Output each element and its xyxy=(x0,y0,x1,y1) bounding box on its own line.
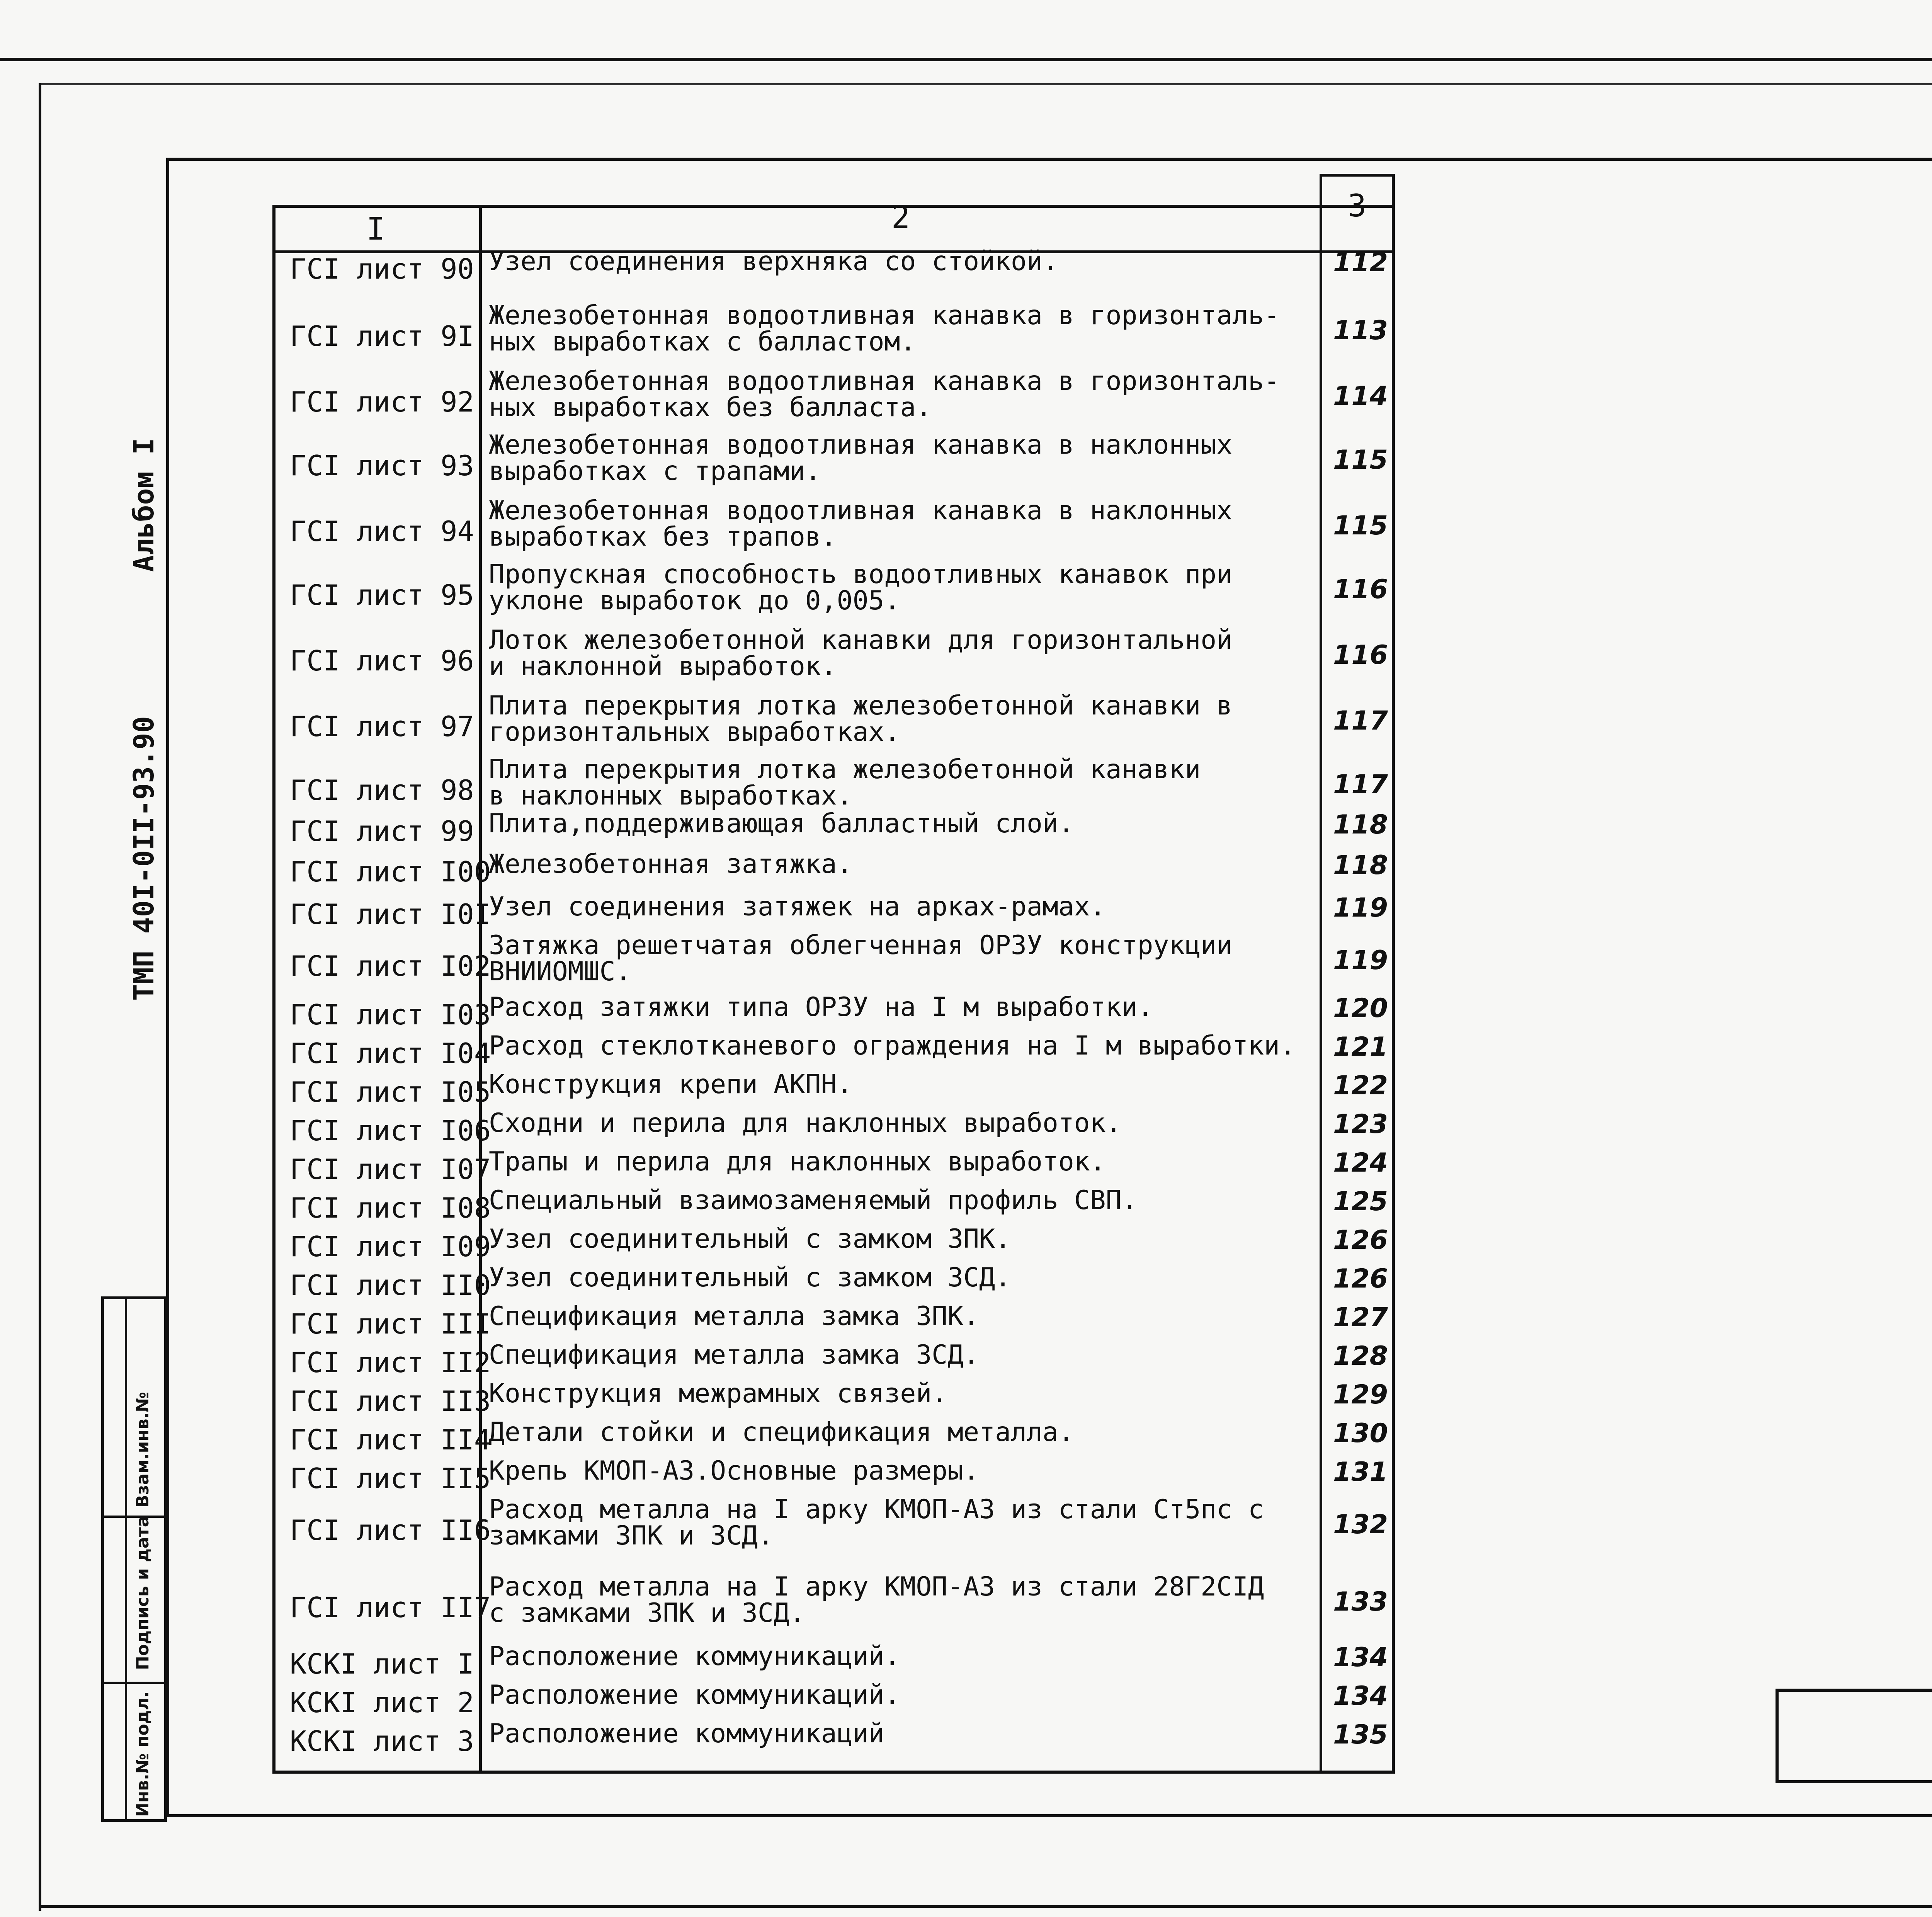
stamp-signature-label: Подпись и дата xyxy=(133,1516,153,1670)
sheet-reference: ГСI лист II2 xyxy=(290,1346,491,1379)
header-col-3: 3 xyxy=(1347,188,1367,224)
sheet-reference: ГСI лист 94 xyxy=(290,515,474,548)
sheet-reference: ГСI лист II4 xyxy=(290,1424,491,1456)
sheet-reference: ГСI лист I02 xyxy=(290,950,491,982)
page-number: 113 xyxy=(1333,315,1388,346)
sheet-reference: ГСI лист 95 xyxy=(290,579,474,611)
sheet-reference: ГСI лист I03 xyxy=(290,998,491,1031)
header-col-1: I xyxy=(366,211,385,247)
sheet-title-line: в наклонных выработках. xyxy=(489,781,853,811)
sheet-title-line: Железобетонная водоотливная канавка в наклонных xyxy=(489,430,1233,460)
page-number: 123 xyxy=(1333,1109,1388,1140)
sheet-title-line: Плита перекрытия лотка железобетонной канавки в xyxy=(489,691,1233,721)
page-number: 114 xyxy=(1333,381,1388,412)
sheet-title-line: Расход металла на I арку КМОП-А3 из стали Ст5пс с xyxy=(489,1494,1264,1525)
sheet-title-line: Сходни и перила для наклонных выработок. xyxy=(489,1108,1122,1138)
page-number: 116 xyxy=(1333,574,1388,605)
album-label: Альбом I xyxy=(128,438,160,572)
page-number: 112 xyxy=(1333,247,1388,278)
sheet-title-line: Расположение коммуникаций xyxy=(489,1718,884,1749)
page-number: 122 xyxy=(1333,1070,1388,1101)
page-number: 127 xyxy=(1333,1302,1388,1333)
sheet-title-line: Крепь КМОП-А3.Основные размеры. xyxy=(489,1456,980,1486)
title-block-code xyxy=(1776,1689,1932,1783)
sheet-title-line: Спецификация металла замка ЗСД. xyxy=(489,1340,980,1370)
page-number: 119 xyxy=(1333,893,1388,923)
sheet-title-line: горизонтальных выработках. xyxy=(489,717,900,747)
page-number: 126 xyxy=(1333,1225,1388,1255)
page-number: 116 xyxy=(1333,640,1388,670)
sheet-reference: ГСI лист I05 xyxy=(290,1076,491,1108)
sheet-title-line: Железобетонная водоотливная канавка в горизонталь- xyxy=(489,300,1280,331)
stamp-separator xyxy=(104,1682,164,1684)
sheet-title-line: Железобетонная водоотливная канавка в горизонталь- xyxy=(489,366,1280,396)
sheet-title-line: Плита,поддерживающая балластный слой. xyxy=(489,808,1074,839)
sheet-reference: ГСI лист I09 xyxy=(290,1230,491,1263)
page-number: 124 xyxy=(1333,1148,1388,1178)
sheet-reference: ГСI лист 96 xyxy=(290,645,474,677)
page-number: 131 xyxy=(1333,1457,1388,1487)
sheet-title-line: ных выработках с балластом. xyxy=(489,327,916,357)
sheet-title-line: замками ЗПК и ЗСД. xyxy=(489,1521,774,1551)
sheet-title-line: Лоток железобетонной канавки для горизонтальной xyxy=(489,625,1233,655)
page-number: 117 xyxy=(1333,769,1388,800)
sheet-reference: ГСI лист I0I xyxy=(290,898,491,930)
page-number: 115 xyxy=(1333,445,1388,475)
page-number: 121 xyxy=(1333,1032,1388,1062)
sheet-title-line: Расход стеклотканевого ограждения на I м выработки. xyxy=(489,1031,1296,1061)
sheet-title-line: и наклонной выработок. xyxy=(489,651,837,682)
sheet-title-line: Расход металла на I арку КМОП-А3 из стали 28Г2СIД xyxy=(489,1572,1264,1602)
sheet-reference: ГСI лист I04 xyxy=(290,1037,491,1070)
page-number: 126 xyxy=(1333,1264,1388,1294)
sheet-title-line: выработках без трапов. xyxy=(489,522,837,552)
page-number: 132 xyxy=(1333,1509,1388,1540)
page-number: 118 xyxy=(1333,810,1388,840)
sheet-reference: ГСI лист I07 xyxy=(290,1153,491,1186)
sheet-title-line: Узел соединения верхняка со стойкой. xyxy=(489,246,1058,277)
sheet-reference: ГСI лист 93 xyxy=(290,449,474,482)
sheet-title-line: Узел соединения затяжек на арках-рамах. xyxy=(489,891,1106,922)
page-number: 115 xyxy=(1333,510,1388,541)
sheet-reference: ГСI лист II5 xyxy=(290,1462,491,1495)
sheet-title-line: Железобетонная водоотливная канавка в наклонных xyxy=(489,495,1233,526)
sheet-reference: ГСI лист III xyxy=(290,1308,491,1340)
sheet-title-line: Затяжка решетчатая облегченная ОРЗУ конструкции xyxy=(489,930,1233,961)
sheet-reference: ГСI лист I00 xyxy=(290,856,491,888)
sheet-reference: ГСI лист II0 xyxy=(290,1269,491,1301)
sheet-reference: ГСI лист 98 xyxy=(290,774,474,806)
top-border-line xyxy=(0,58,1932,61)
sheet-title-line: Детали стойки и спецификация металла. xyxy=(489,1417,1074,1448)
margin-project-code: ТМП 40I-0II-93.90 xyxy=(128,716,160,1001)
page-number: 134 xyxy=(1333,1681,1388,1711)
sheet-reference: ГСI лист I08 xyxy=(290,1192,491,1224)
sheet-reference: КСКI лист 3 xyxy=(290,1725,474,1757)
stamp-column xyxy=(104,1299,127,1819)
sheet-title-line: ных выработках без балласта. xyxy=(489,392,932,423)
sheet-title-line: выработках с трапами. xyxy=(489,456,821,486)
page-number: 135 xyxy=(1333,1720,1388,1750)
sheet-title-line: уклоне выработок до 0,005. xyxy=(489,585,900,616)
sheet-title-line: Трапы и перила для наклонных выработок. xyxy=(489,1146,1106,1177)
sheet-reference: ГСI лист 9I xyxy=(290,320,474,352)
sheet-title-line: Расположение коммуникаций. xyxy=(489,1680,900,1710)
page-number: 118 xyxy=(1333,850,1388,881)
sheet-title-line: Расход затяжки типа ОРЗУ на I м выработки. xyxy=(489,992,1153,1022)
sheet-title-line: Плита перекрытия лотка железобетонной канавки xyxy=(489,754,1201,785)
sheet-reference: КСКI лист I xyxy=(290,1648,474,1680)
page-number: 119 xyxy=(1333,945,1388,976)
sheet-reference: ГСI лист 90 xyxy=(290,253,474,285)
left-border-line xyxy=(39,83,41,1911)
sheet-reference: ГСI лист 92 xyxy=(290,386,474,418)
stamp-replace-label: Взам.инв.№ xyxy=(133,1391,153,1508)
sheet-title-line: Спецификация металла замка ЗПК. xyxy=(489,1301,980,1332)
top-inner-line xyxy=(39,83,1932,85)
page-number: 129 xyxy=(1333,1379,1388,1410)
bottom-border-line xyxy=(39,1905,1932,1908)
sheet-reference: ГСI лист 99 xyxy=(290,815,474,847)
header-col-2: 2 xyxy=(891,199,910,235)
sheet-reference: ГСI лист II7 xyxy=(290,1591,491,1624)
page-number: 117 xyxy=(1333,706,1388,736)
page-number: 130 xyxy=(1333,1418,1388,1449)
page-number: 128 xyxy=(1333,1341,1388,1371)
sheet-reference: КСКI лист 2 xyxy=(290,1686,474,1719)
sheet-title-line: Конструкция крепи АКПН. xyxy=(489,1069,853,1100)
page-number: 134 xyxy=(1333,1642,1388,1673)
sheet-title-line: Специальный взаимозаменяемый профиль СВП. xyxy=(489,1185,1138,1216)
sheet-title-line: Расположение коммуникаций. xyxy=(489,1641,900,1672)
sheet-reference: ГСI лист I06 xyxy=(290,1114,491,1147)
sheet-title-line: Железобетонная затяжка. xyxy=(489,849,853,879)
page-number: 120 xyxy=(1333,993,1388,1024)
sheet-title-line: Узел соединительный с замком ЗПК. xyxy=(489,1224,1011,1254)
sheet-title-line: Пропускная способность водоотливных канавок при xyxy=(489,559,1233,590)
sheet-reference: ГСI лист II3 xyxy=(290,1385,491,1417)
contents-table xyxy=(272,174,1395,1778)
page-number: 133 xyxy=(1333,1587,1388,1617)
sheet-title-line: с замками ЗПК и ЗСД. xyxy=(489,1598,805,1628)
sheet-title-line: Узел соединительный с замком ЗСД. xyxy=(489,1262,1011,1293)
sheet-title-line: Конструкция межрамных связей. xyxy=(489,1378,948,1409)
approval-stamp xyxy=(101,1296,167,1822)
stamp-inv-label: Инв.№ подл. xyxy=(133,1691,153,1817)
sheet-title-line: ВНИИОМШС. xyxy=(489,956,631,987)
sheet-reference: ГСI лист 97 xyxy=(290,710,474,743)
sheet-reference: ГСI лист II6 xyxy=(290,1514,491,1546)
page-number: 125 xyxy=(1333,1186,1388,1217)
